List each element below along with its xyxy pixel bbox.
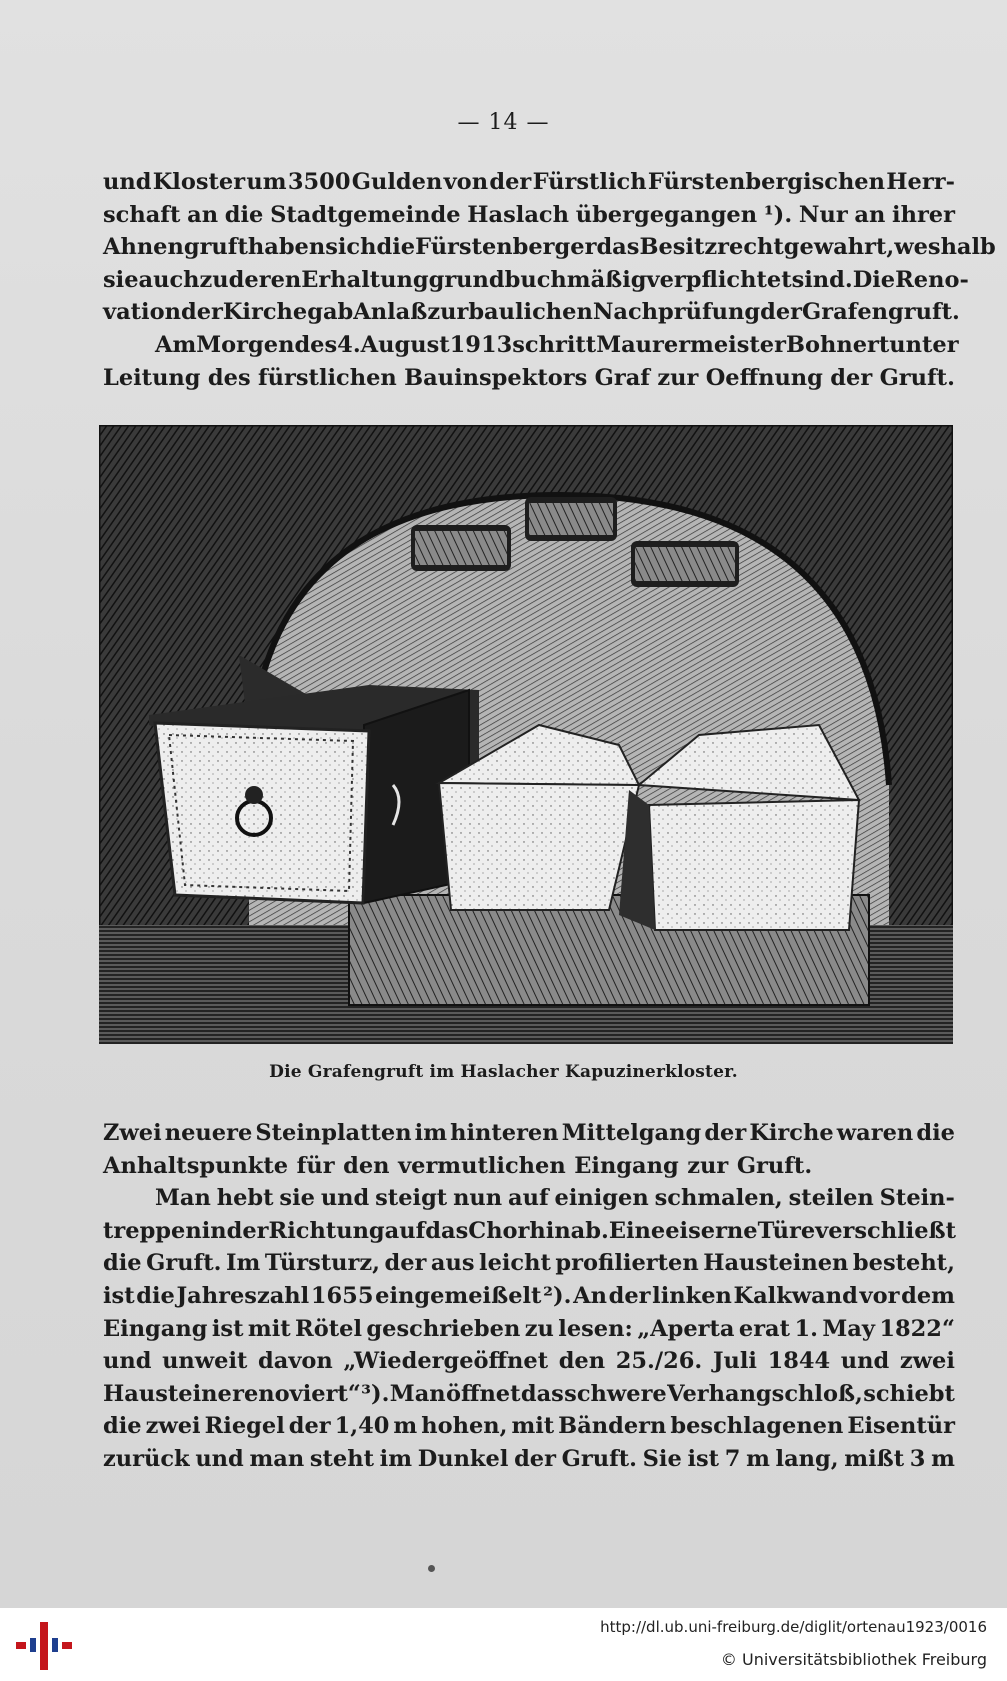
text-line: Leitung des fürstlichen Bauinspektors Graf zur Oeffnung der Gruft. <box>103 364 955 391</box>
text-line: sie auch zu deren Erhaltung grundbuchmäßig verpflichtet sind. Die Reno- <box>103 266 969 293</box>
source-url-link[interactable]: http://dl.ub.uni-freiburg.de/diglit/ortenau1923/0016 <box>600 1618 987 1636</box>
copyright-text: © Universitätsbibliothek Freiburg <box>720 1650 987 1669</box>
footer-bar <box>0 1608 1007 1681</box>
text-line: und unweit davon „Wiedergeöffnet den 25./26. Juli 1844 und zwei <box>103 1348 955 1375</box>
text-line: die zwei Riegel der 1,40 m hohen, mit Bändern beschlagenen Eisentür <box>103 1413 955 1440</box>
text-line: ist die Jahreszahl 1655 eingemeißelt ²). An der linken Kalkwand vor dem <box>103 1282 955 1309</box>
text-line: Eingang ist mit Rötel geschrieben zu lesen: „Aperta erat 1. May 1822“ <box>103 1315 955 1342</box>
paragraph-top <box>103 166 996 394</box>
paragraph-bottom <box>103 1117 955 1476</box>
text-line: schaft an die Stadtgemeinde Haslach übergegangen ¹). Nur an ihrer <box>103 201 955 228</box>
text-line: Anhaltspunkte für den vermutlichen Eingang zur Gruft. <box>103 1152 813 1179</box>
text-line: vation der Kirche gab Anlaß zur baulichen Nachprüfung der Grafengruft. <box>103 299 960 326</box>
crypt-illustration <box>99 425 953 1044</box>
text-line: die Gruft. Im Türsturz, der aus leicht profilierten Hausteinen besteht, <box>103 1250 955 1277</box>
text-line: und Kloster um 3500 Gulden von der Fürstlich Fürstenbergischen Herr- <box>103 169 955 195</box>
library-logo-icon[interactable] <box>14 1620 74 1672</box>
figure-caption: Die Grafengruft im Haslacher Kapuzinerkloster. <box>269 1062 738 1082</box>
text-line: Ahnengruft haben sich die Fürstenberger das Besitzrecht gewahrt, weshalb <box>103 234 996 261</box>
text-line: zurück und man steht im Dunkel der Gruft. Sie ist 7 m lang, mißt 3 m <box>103 1445 955 1472</box>
text-line: Man hebt sie und steigt nun auf einigen schmalen, steilen Stein- <box>155 1185 955 1212</box>
text-line: treppen in der Richtung auf das Chor hinab. Eine eiserne Türe verschließt <box>103 1217 957 1244</box>
text-line: Am Morgen des 4. August 1913 schritt Maurermeister Bohnert unter <box>155 331 959 358</box>
text-line: Hausteine renoviert“ ³). Man öffnet das schwere Verhangschloß, schiebt <box>103 1380 955 1407</box>
text-line: Zwei neuere Steinplatten im hinteren Mittelgang der Kirche waren die <box>103 1120 955 1146</box>
page-number: — 14 — <box>457 110 550 135</box>
page-dot <box>428 1565 435 1572</box>
